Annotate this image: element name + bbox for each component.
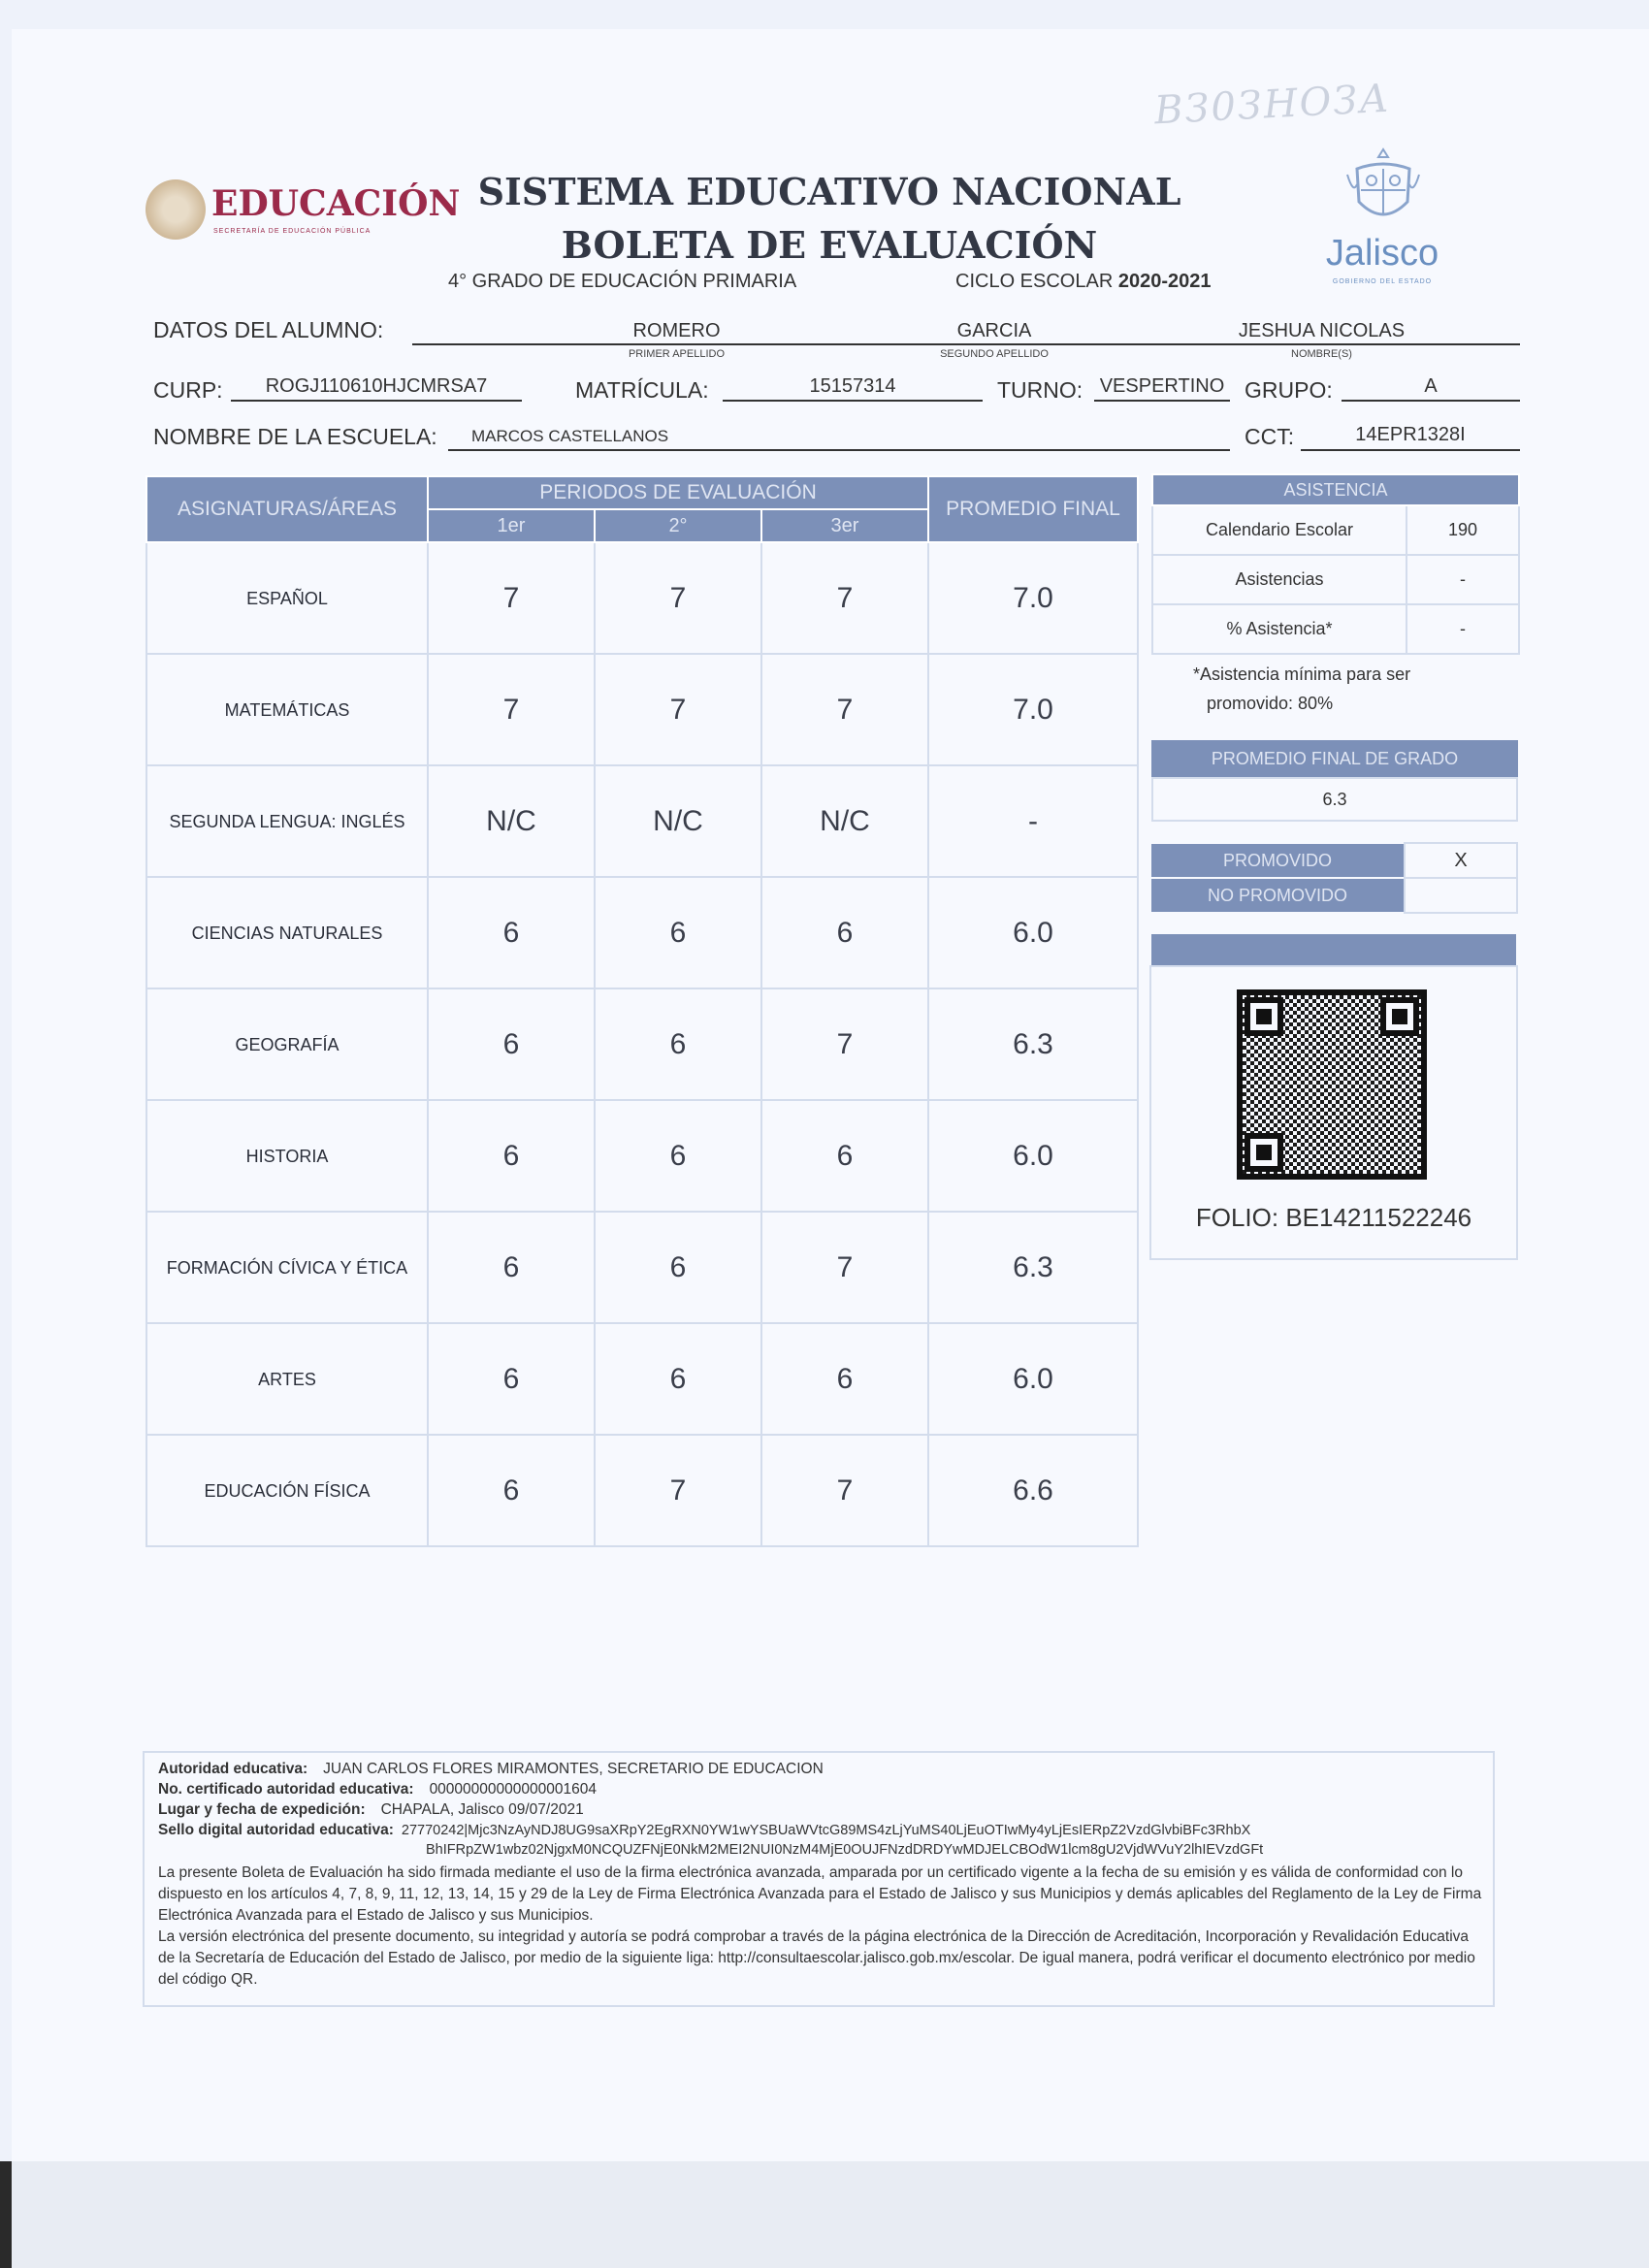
document-subtitle: BOLETA DE EVALUACIÓN [561,223,1098,267]
period-grade: 6 [428,1212,595,1323]
final-grade-header: PROMEDIO FINAL DE GRADO [1151,740,1518,777]
attendance-table [1151,473,1520,655]
jalisco-logo: Jalisco GOBIERNO DEL ESTADO [1305,146,1460,291]
school-label: NOMBRE DE LA ESCUELA: [153,424,437,449]
period-grade: 6 [761,1323,928,1435]
digital-seal-continuation: BhIFRpZW1wbz02NjgxM0NCQUZFNjE0NkM2MEI2NUI0NzM4MjE0OUJFNzdDRDYwMDJELCBOdW1lcm8gU2VjdWVuY2lhIEVzdGFt [426,1842,1264,1858]
not-promoted-label: NO PROMOVIDO [1151,879,1404,912]
period-grade: 6 [428,1435,595,1546]
attendance-value: 190 [1406,505,1519,555]
period-grade: 7 [761,654,928,765]
periods-column-header: PERIODOS DE EVALUACIÓN [428,476,928,509]
matricula-label: MATRÍCULA: [575,377,709,403]
turno-value: VESPERTINO [1099,375,1225,397]
table-row [146,877,1138,988]
period-header: 2° [595,509,761,542]
second-surname: GARCIA [956,320,1032,341]
given-names-caption: NOMBRE(S) [1291,348,1352,360]
curp-label: CURP: [153,377,223,403]
table-row [146,765,1138,877]
final-grade-value: 6.3 [1151,777,1518,822]
digital-seal-line: Sello digital autoridad educativa: 27770242|Mjc3NzAyNDJ8UG9saXRpY2EgRXN0YW1wYSBUaWVtcG89MS4zLjYuMS40LjEuOTIwMy4yLjEsIERpZ2VzdGlvbiBFc3RhbX [158,1822,1251,1838]
scanner-margin [0,2161,1649,2268]
period-header: 3er [761,509,928,542]
period-grade: 7 [595,654,761,765]
attendance-header: ASISTENCIA [1152,474,1519,505]
final-average: 7.0 [928,542,1138,654]
period-grade: 6 [428,1100,595,1212]
table-row [146,1212,1138,1323]
cct-value: 14EPR1328I [1355,424,1466,445]
final-average: 7.0 [928,654,1138,765]
attendance-value: - [1406,604,1519,654]
final-average: 6.0 [928,1100,1138,1212]
period-grade: 6 [595,988,761,1100]
turno-label: TURNO: [997,377,1083,403]
handwritten-stamp: ВЗ0ЗНОЗА [1152,76,1392,134]
attendance-note: *Asistencia mínima para ser promovido: 80% [1193,664,1411,713]
period-grade: 7 [761,1212,928,1323]
folio-number: FOLIO: BE14211522246 [1195,1203,1472,1232]
period-grade: 6 [761,877,928,988]
grupo-value: A [1424,375,1438,397]
signature-footer [143,1751,1495,2007]
subject-name: MATEMÁTICAS [146,654,428,765]
period-grade: 7 [761,542,928,654]
subject-name: SEGUNDA LENGUA: INGLÉS [146,765,428,877]
promoted-mark: X [1404,842,1518,879]
qr-panel-header [1151,934,1516,965]
final-average: 6.3 [928,1212,1138,1323]
matricula-value: 15157314 [809,375,896,397]
attendance-label: Asistencias [1152,555,1406,604]
student-data-label: DATOS DEL ALUMNO: [153,317,384,342]
period-grade: N/C [761,765,928,877]
subject-name: HISTORIA [146,1100,428,1212]
not-promoted-mark [1404,877,1518,914]
grades-table [146,475,1139,1547]
period-grade: 7 [428,654,595,765]
period-header: 1er [428,509,595,542]
final-average: 6.3 [928,988,1138,1100]
document-title: SISTEMA EDUCATIVO NACIONAL [477,170,1181,213]
attendance-label: % Asistencia* [1152,604,1406,654]
final-average: 6.0 [928,1323,1138,1435]
period-grade: 6 [595,1100,761,1212]
verification-paragraph: La versión electrónica del presente documento, su integridad y autoría se podrá comprobar a través de la página electrónica de la Dirección de Acreditación, Incorporación y Revalidación Educativa de la Secretaría de Educación del Estado de Jalisco, por medio de la siguiente liga: http://consultaescolar.jalisco.gob.mx/escolar. De igual manera, podrá verificar el documento electrónico por medio del código QR. [158,1928,1475,1988]
subject-column-header: ASIGNATURAS/ÁREAS [146,476,428,542]
period-grade: 7 [761,1435,928,1546]
qr-code-icon [1237,989,1427,1180]
table-row [146,542,1138,654]
period-grade: 7 [761,988,928,1100]
subject-name: GEOGRAFÍA [146,988,428,1100]
period-grade: N/C [428,765,595,877]
final-average: 6.0 [928,877,1138,988]
table-row [146,988,1138,1100]
period-grade: 7 [595,542,761,654]
period-grade: 6 [595,1323,761,1435]
signature-legal-paragraph: La presente Boleta de Evaluación ha sido firmada mediante el uso de la firma electrónica avanzada, amparada por un certificado vigente a la fecha de su emisión y es válida de conformidad con lo dispuesto en los artículos 4, 7, 8, 9, 11, 12, 13, 14, 15 y 29 de la Ley de Firma Electrónica Avanzada para el Estado de Jalisco y sus Municipios y demás aplicables del Reglamento de la Ley de Firma Electrónica Avanzada para el Estado de Jalisco y sus Municipios. [158,1864,1482,1924]
table-row [1152,604,1519,654]
table-row [1152,555,1519,604]
period-grade: 6 [761,1100,928,1212]
subject-name: FORMACIÓN CÍVICA Y ÉTICA [146,1212,428,1323]
student-name-line [412,343,1520,345]
school-line [448,449,1230,451]
period-grade: 6 [428,988,595,1100]
attendance-label: Calendario Escolar [1152,505,1406,555]
issue-place-line: Lugar y fecha de expedición: CHAPALA, Jalisco 09/07/2021 [158,1801,584,1818]
subject-name: ARTES [146,1323,428,1435]
turno-line [1094,400,1230,402]
grade-level: 4° GRADO DE EDUCACIÓN PRIMARIA [448,271,797,292]
period-grade: N/C [595,765,761,877]
cct-line [1301,449,1520,451]
subject-name: CIENCIAS NATURALES [146,877,428,988]
national-seal-icon [146,179,206,240]
matricula-line [723,400,983,402]
period-grade: 6 [428,877,595,988]
given-names: JESHUA NICOLAS [1238,320,1406,341]
authority-line: Autoridad educativa: JUAN CARLOS FLORES MIRAMONTES, SECRETARIO DE EDUCACION [158,1761,824,1777]
final-average: - [928,765,1138,877]
school-value: MARCOS CASTELLANOS [471,427,669,445]
curp-line [231,400,522,402]
grupo-label: GRUPO: [1245,377,1333,403]
jalisco-crest-icon [1343,146,1423,233]
period-grade: 6 [595,877,761,988]
second-surname-caption: SEGUNDO APELLIDO [940,348,1049,360]
subject-name: EDUCACIÓN FÍSICA [146,1435,428,1546]
certificate-line: No. certificado autoridad educativa: 00000000000000001604 [158,1781,597,1798]
grupo-line [1342,400,1520,402]
first-surname: ROMERO [632,320,721,341]
curp-value: ROGJ110610HJCMRSA7 [265,375,488,397]
attendance-value: - [1406,555,1519,604]
table-row [1152,505,1519,555]
cct-label: CCT: [1245,424,1295,449]
period-grade: 6 [428,1323,595,1435]
final-average: 6.6 [928,1435,1138,1546]
final-average-column-header: PROMEDIO FINAL [928,476,1138,542]
period-grade: 6 [595,1212,761,1323]
table-row [146,654,1138,765]
table-row [146,1435,1138,1546]
subject-name: ESPAÑOL [146,542,428,654]
sep-logo: EDUCACIÓN SECRETARÍA DE EDUCACIÓN PÚBLICA [146,179,466,247]
promoted-label: PROMOVIDO [1151,844,1404,877]
table-row [146,1100,1138,1212]
period-grade: 7 [428,542,595,654]
period-grade: 7 [595,1435,761,1546]
first-surname-caption: PRIMER APELLIDO [628,348,726,360]
school-cycle: CICLO ESCOLAR 2020-2021 [955,271,1212,292]
table-row [146,1323,1138,1435]
